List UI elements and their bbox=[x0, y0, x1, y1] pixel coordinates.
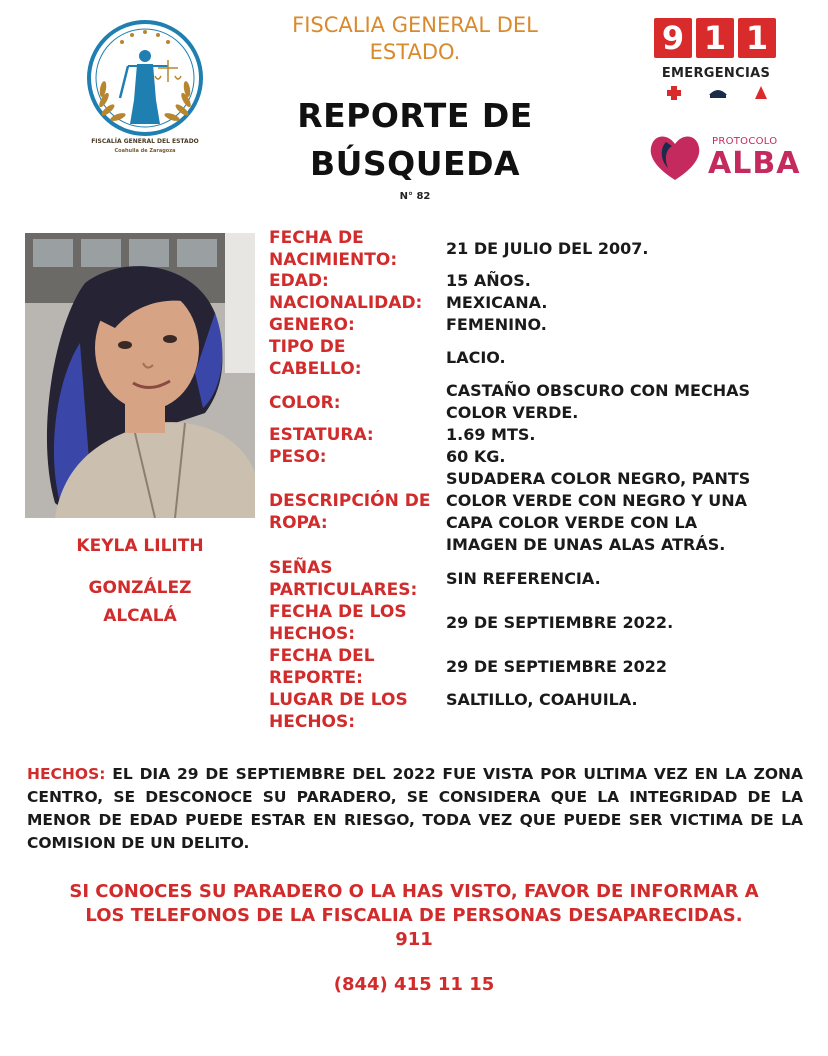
hair-type-value: LACIO. bbox=[446, 348, 506, 367]
emergency-digit: 1 bbox=[738, 18, 776, 58]
clothing-label-line-1: DESCRIPCIÓN DE bbox=[269, 491, 431, 511]
fire-icon bbox=[752, 85, 770, 101]
emergency-digits bbox=[654, 18, 788, 58]
missing-person-photo bbox=[25, 233, 255, 518]
color-value-line-1: CASTAÑO OBSCURO CON MECHAS bbox=[446, 381, 751, 400]
birthdate-label bbox=[269, 227, 439, 271]
location-label bbox=[269, 689, 439, 733]
police-cap-icon bbox=[707, 85, 729, 101]
clothing-value-line-1: SUDADERA COLOR NEGRO, PANTS bbox=[446, 469, 751, 488]
color-value bbox=[446, 380, 792, 424]
marks-label-line-2: PARTICULARES: bbox=[269, 580, 418, 600]
incident-date-label-line-2: HECHOS: bbox=[269, 624, 356, 644]
alba-name: ALBA bbox=[708, 146, 801, 181]
person-name-line-1: KEYLA LILITH bbox=[76, 536, 204, 556]
report-title-line-2: BÚSQUEDA bbox=[309, 144, 521, 183]
emergency-digit: 1 bbox=[696, 18, 734, 58]
age-value: 15 AÑOS. bbox=[446, 271, 531, 290]
incident-date-label bbox=[269, 601, 439, 645]
alba-protocol-label: PROTOCOLO bbox=[712, 136, 778, 147]
report-title-line-1: REPORTE DE bbox=[297, 96, 533, 135]
report-number: N° 82 bbox=[399, 191, 431, 202]
color-label: COLOR: bbox=[269, 393, 341, 413]
report-date-value: 29 DE SEPTIEMBRE 2022 bbox=[446, 657, 668, 676]
person-name-line-3: ALCALÁ bbox=[103, 606, 177, 626]
location-label-line-2: HECHOS: bbox=[269, 712, 356, 732]
birthdate-value: 21 DE JULIO DEL 2007. bbox=[446, 239, 649, 258]
incident-date-label-line-1: FECHA DE LOS bbox=[269, 602, 407, 622]
person-name-line-2: GONZÁLEZ bbox=[88, 578, 192, 598]
marks-label bbox=[269, 557, 439, 601]
incident-date-value: 29 DE SEPTIEMBRE 2022. bbox=[446, 613, 674, 632]
report-date-label bbox=[269, 645, 439, 689]
location-label-line-1: LUGAR DE LOS bbox=[269, 690, 408, 710]
color-value-line-2: COLOR VERDE. bbox=[446, 403, 579, 422]
clothing-label bbox=[269, 490, 439, 534]
weight-value: 60 KG. bbox=[446, 447, 506, 466]
nationality-value: MEXICANA. bbox=[446, 293, 548, 312]
birthdate-label-line-2: NACIMIENTO: bbox=[269, 250, 398, 270]
hair-type-label bbox=[269, 336, 439, 380]
alba-heart-icon bbox=[648, 130, 702, 184]
agency-name bbox=[250, 12, 580, 66]
fiscalia-logo-caption: FISCALÍA GENERAL DEL ESTADO bbox=[91, 138, 199, 145]
person-photo-image bbox=[25, 233, 255, 518]
location-value: SALTILLO, COAHUILA. bbox=[446, 690, 638, 709]
hair-type-label-line-1: TIPO DE bbox=[269, 337, 346, 357]
incident-description-label: HECHOS: bbox=[27, 765, 106, 783]
marks-value: SIN REFERENCIA. bbox=[446, 569, 601, 588]
agency-name-line-2: ESTADO. bbox=[369, 40, 461, 64]
report-date-label-line-1: FECHA DEL bbox=[269, 646, 375, 666]
emergency-icons bbox=[652, 85, 782, 101]
emergency-digit: 9 bbox=[654, 18, 692, 58]
emergency-911-logo bbox=[648, 18, 788, 118]
height-label: ESTATURA: bbox=[269, 425, 374, 445]
clothing-value-line-3: CAPA COLOR VERDE CON LA bbox=[446, 513, 698, 532]
fiscalia-logo bbox=[70, 20, 220, 170]
agency-name-line-1: FISCALIA GENERAL DEL bbox=[292, 13, 538, 37]
report-date-label-line-2: REPORTE: bbox=[269, 668, 363, 688]
incident-description-text: EL DIA 29 DE SEPTIEMBRE DEL 2022 FUE VISTA POR ULTIMA VEZ EN LA ZONA CENTRO, SE DESCONOCE SU PARADERO, SE CONSIDERA QUE LA INTEGRIDAD DE LA MENOR DE EDAD PUEDE ESTAR EN RIESGO, TODA VEZ QUE PUEDE SER VICTIMA DE LA COMISION DE UN DELITO. bbox=[27, 765, 803, 852]
fiscalia-logo-subcaption: Coahuila de Zaragoza bbox=[114, 148, 176, 154]
alba-protocol-logo bbox=[648, 128, 801, 190]
cross-icon bbox=[664, 85, 684, 101]
fiscalia-seal-icon bbox=[70, 20, 220, 138]
clothing-value bbox=[446, 468, 792, 556]
incident-description bbox=[27, 763, 803, 855]
contact-emergency-number: 911 bbox=[395, 929, 433, 950]
gender-value: FEMENINO. bbox=[446, 315, 547, 334]
height-value: 1.69 MTS. bbox=[446, 425, 536, 444]
contact-message-line-1: SI CONOCES SU PARADERO O LA HAS VISTO, FAVOR DE INFORMAR A bbox=[69, 881, 759, 902]
clothing-label-line-2: ROPA: bbox=[269, 513, 328, 533]
contact-phone: (844) 415 11 15 bbox=[333, 974, 495, 995]
nationality-label: NACIONALIDAD: bbox=[269, 293, 423, 313]
clothing-value-line-2: COLOR VERDE CON NEGRO Y UNA bbox=[446, 491, 748, 510]
clothing-value-line-4: IMAGEN DE UNAS ALAS ATRÁS. bbox=[446, 535, 726, 554]
emergency-label: EMERGENCIAS bbox=[661, 66, 771, 81]
marks-label-line-1: SEÑAS bbox=[269, 558, 333, 578]
weight-label: PESO: bbox=[269, 447, 327, 467]
hair-type-label-line-2: CABELLO: bbox=[269, 359, 362, 379]
gender-label: GENERO: bbox=[269, 315, 355, 335]
report-title bbox=[250, 92, 580, 188]
age-label: EDAD: bbox=[269, 271, 329, 291]
contact-message bbox=[20, 880, 808, 952]
contact-message-line-2: LOS TELEFONOS DE LA FISCALIA DE PERSONAS DESAPARECIDAS. bbox=[85, 905, 743, 926]
birthdate-label-line-1: FECHA DE bbox=[269, 228, 364, 248]
